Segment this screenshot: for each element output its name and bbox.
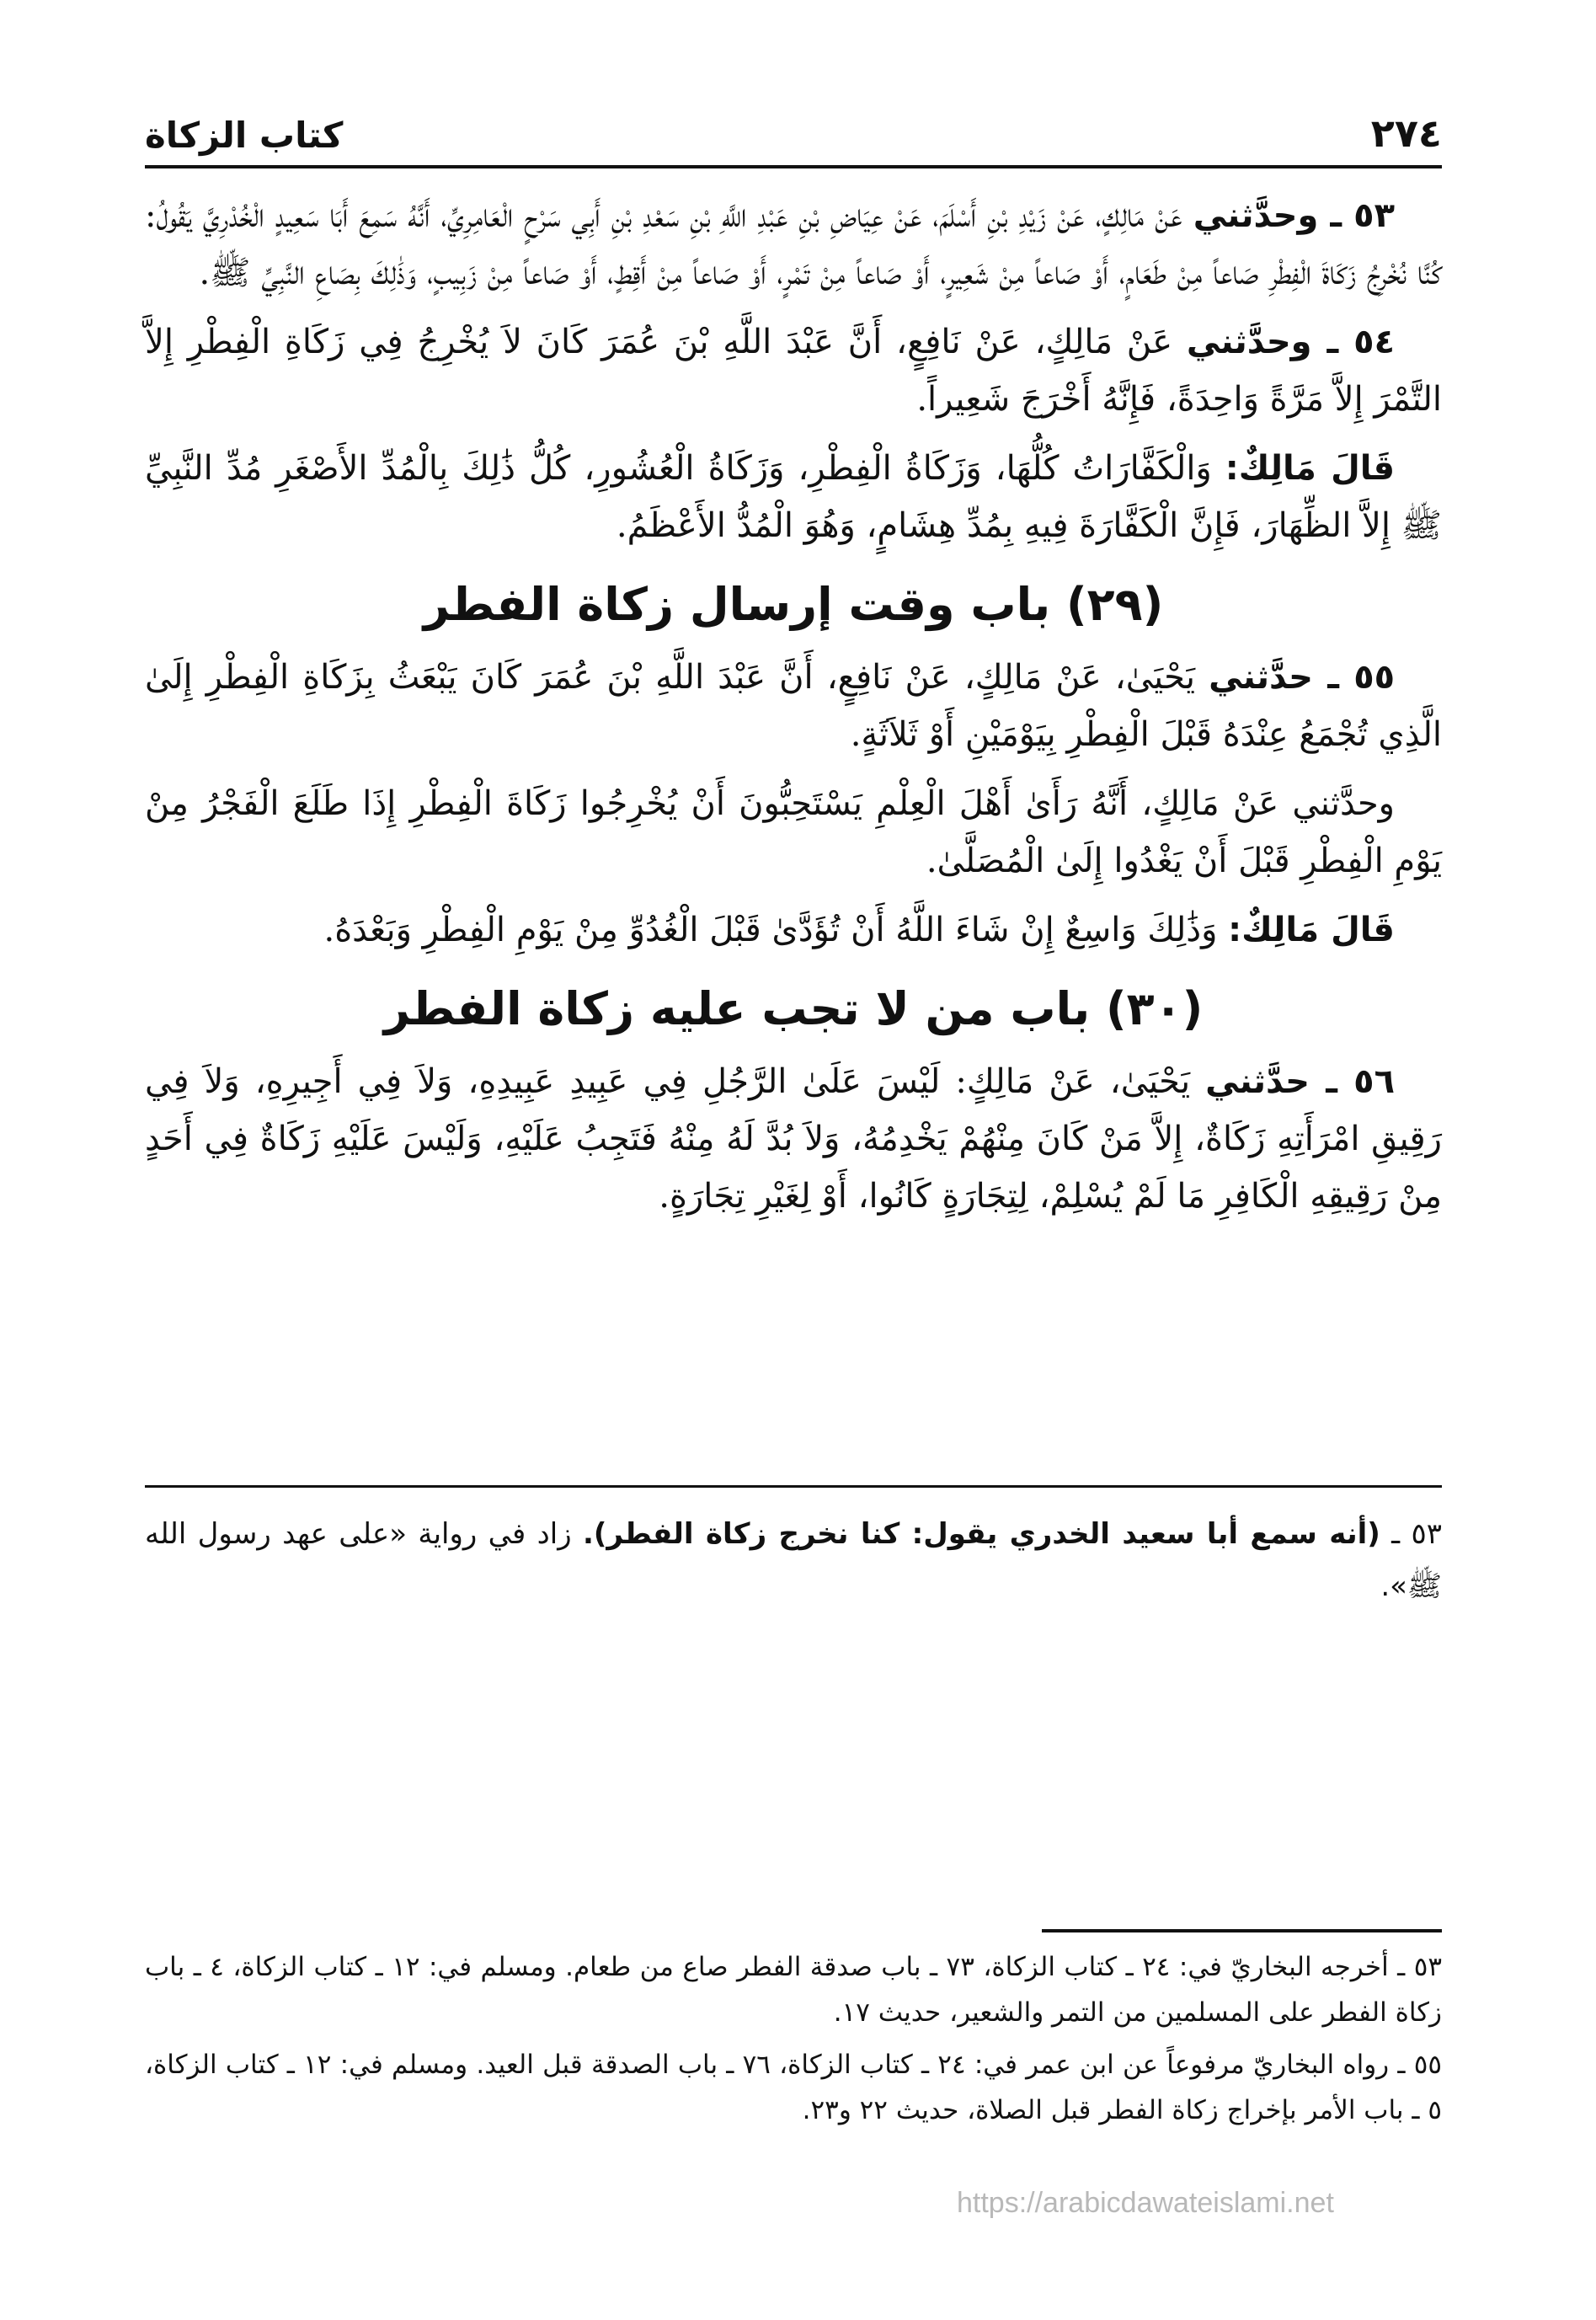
hadith-number-lead: ٥٣ ـ وحدَّثني [1193, 196, 1395, 235]
hadith-text: عَنْ مَالِكٍ، عَنْ نَافِعٍ، أَنَّ عَبْدَ اللَّهِ بْنَ عُمَرَ كَانَ لاَ يُخْرِجُ فِي زَكَاةِ الْفِطْرِ إِلاَّ التَّمْرَ إِلاَّ مَرَّةً وَاحِدَةً، فَإِنَّهُ أَخْرَجَ شَعِيراً. [145, 323, 1442, 419]
source-footnote: ٥٥ ـ رواه البخاريّ مرفوعاً عن ابن عمر في: ٢٤ ـ كتاب الزكاة، ٧٦ ـ باب الصدقة قبل العيد. ومسلم في: ١٢ ـ كتاب الزكاة، ٥ ـ باب الأمر بإخراج زكاة الفطر قبل الصلاة، حديث ٢٢ و٢٣. [145, 2050, 1442, 2125]
malik-note-text: وَالْكَفَّارَاتُ كُلُّهَا، وَزَكَاةُ الْفِطْرِ، وَزَكَاةُ الْعُشُورِ، كُلُّ ذَٰلِكَ بِالْمُدِّ الأَصْغَرِ مُدِّ النَّبِيِّ ﷺ إِلاَّ الظِّهَارَ، فَإِنَّ الْكَفَّارَةَ فِيهِ بِمُدِّ هِشَامٍ، وَهُوَ الْمُدُّ الأَعْظَمُ. [145, 449, 1442, 545]
commentary-divider [145, 1485, 1442, 1488]
hadith-number-lead: ٥٥ ـ حدَّثني [1209, 658, 1396, 697]
watermark-url: https://arabicdawateislami.net [957, 2187, 1334, 2219]
hadith-number-lead: ٥٦ ـ حدَّثني [1205, 1062, 1395, 1101]
chapter-heading-30: (٣٠) باب من لا تجب عليه زكاة الفطر [383, 982, 1204, 1035]
chapter-heading-29: (٢٩) باب وقت إرسال زكاة الفطر [423, 578, 1164, 631]
hadith-54 [145, 313, 1442, 428]
hadith-text: يَحْيَىٰ، عَنْ مَالِكٍ، عَنْ نَافِعٍ، أَنَّ عَبْدَ اللَّهِ بْنَ عُمَرَ كَانَ يَبْعَثُ بِزَكَاةِ الْفِطْرِ إِلَىٰ الَّذِي تُجْمَعُ عِنْدَهُ قَبْلَ الْفِطْرِ بِيَوْمَيْنِ أَوْ ثَلاَثَةٍ. [145, 658, 1442, 754]
commentary-prefix: ٥٣ ـ [1380, 1517, 1443, 1551]
commentary-note [145, 1508, 1442, 1612]
hadith-number-lead: ٥٤ ـ وحدَّثني [1186, 323, 1395, 361]
hadith-text: يَحْيَىٰ، عَنْ مَالِكٍ: لَيْسَ عَلَىٰ الرَّجُلِ فِي عَبِيدِ عَبِيدِهِ، وَلاَ فِي أَجِيرِهِ، وَلاَ فِي رَقِيقِ امْرَأَتِهِ زَكَاةٌ، إِلاَّ مَنْ كَانَ مِنْهُمْ يَخْدِمُهُ، وَلاَ بُدَّ لَهُ مِنْهُ فَتَجِبُ عَلَيْهِ، وَلَيْسَ عَلَيْهِ زَكَاةٌ فِي أَحَدٍ مِنْ رَقِيقِهِ الْكَافِرِ مَا لَمْ يُسْلِمْ، لِتِجَارَةٍ كَانُوا، أَوْ لِغَيْرِ تِجَارَةٍ. [145, 1062, 1442, 1216]
commentary-quote: (أنه سمع أبا سعيد الخدري يقول: كنا نخرج زكاة الفطر). [582, 1517, 1380, 1551]
page-header [145, 97, 1442, 156]
malik-lead: قَالَ مَالِكٌ: [1228, 911, 1395, 949]
malik-note-text: وَذَٰلِكَ وَاسِعٌ إِنْ شَاءَ اللَّهُ أَنْ تُؤَدَّىٰ قَبْلَ الْغُدُوِّ مِنْ يَوْمِ الْفِطْرِ وَبَعْدَهُ. [323, 911, 1229, 949]
malik-note-1 [145, 440, 1442, 554]
source-footnote: ٥٣ ـ أخرجه البخاريّ في: ٢٤ ـ كتاب الزكاة، ٧٣ ـ باب صدقة الفطر صاع من طعام. ومسلم في: ١٢ ـ كتاب الزكاة، ٤ ـ باب زكاة الفطر على المسلمين من التمر والشعير، حديث ١٧. [145, 1952, 1442, 2028]
hadith-53 [145, 187, 1442, 302]
source-footnotes [145, 1944, 1442, 2140]
commentary-text: زاد في رواية «على عهد رسول الله ﷺ». [145, 1517, 1442, 1603]
malik-lead: قَالَ مَالِكٌ: [1225, 449, 1396, 488]
hadith-text: عَنْ مَالِكٍ، عَنْ زَيْدِ بْنِ أَسْلَمَ، عَنْ عِيَاضِ بْنِ عَبْدِ اللَّهِ بْنِ سَعْدِ بْنِ أَبِي سَرْحٍ الْعَامِرِيِّ، أَنَّهُ سَمِعَ أَبَا سَعِيدٍ الْخُدْرِيَّ يَقُولُ: كُنَّا نُخْرِجُ زَكَاةَ الْفِطْرِ صَاعاً مِنْ طَعَامٍ، أَوْ صَاعاً مِنْ شَعِيرٍ، أَوْ صَاعاً مِنْ تَمْرٍ، أَوْ صَاعاً مِنْ أَقِطٍ، أَوْ صَاعاً مِنْ زَبِيبٍ، وَذَٰلِكَ بِصَاعِ النَّبِيِّ ﷺ. [145, 196, 1442, 292]
malik-note-2 [145, 901, 1442, 959]
hadith-56 [145, 1053, 1442, 1225]
main-text [145, 187, 1442, 1237]
page-number: ٢٧٤ [1370, 110, 1442, 156]
header-divider [145, 165, 1442, 168]
running-title: كتاب الزكاة [145, 115, 344, 156]
hadith-55b: وحدَّثني عَنْ مَالِكٍ، أَنَّهُ رَأَىٰ أَهْلَ الْعِلْمِ يَسْتَحِبُّونَ أَنْ يُخْرِجُوا زَكَاةَ الْفِطْرِ إِذَا طَلَعَ الْفَجْرُ مِنْ يَوْمِ الْفِطْرِ قَبْلَ أَنْ يَغْدُوا إِلَىٰ الْمُصَلَّىٰ. [145, 784, 1442, 880]
hadith-55 [145, 649, 1442, 763]
footnote-divider [1042, 1929, 1442, 1932]
